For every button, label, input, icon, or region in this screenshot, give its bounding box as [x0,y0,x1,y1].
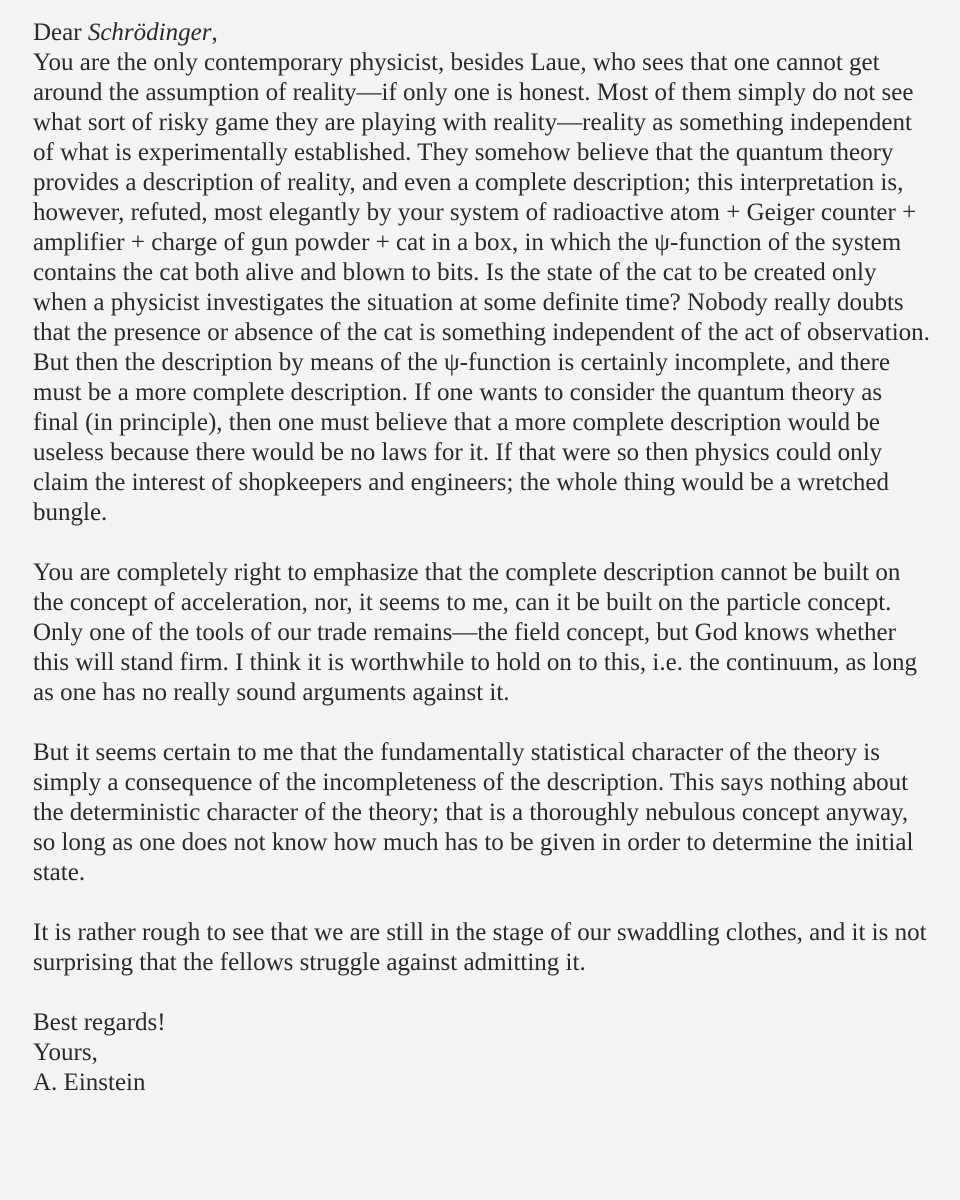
paragraph-3: But it seems certain to me that the fundamentally statistical character of the theory is simply a consequence of the incompleteness of the description. This says nothing about the deterministic character of the theory; that is a thoroughly nebulous concept anyway, so long as one does not know how much has to be given in order to determine the initial state. [33,739,914,886]
paragraph-2: You are completely right to emphasize that the complete description cannot be built on the concept of acceleration, nor, it seems to me, can it be built on the particle concept. Only one of the tools of our trade remains—the field concept, but God knows whether this will stand firm. I think it is worthwhile to hold on to this, i.e. the continuum, as long as one has no really sound arguments against it. [33,559,917,706]
closing [33,1008,933,1098]
valediction-line: Yours, [33,1039,98,1066]
salutation-prefix: Dear [33,19,88,46]
recipient-name: Schrödinger [87,19,212,46]
salutation [33,18,933,48]
salutation-suffix: , [211,19,218,46]
signature: A. Einstein [33,1069,146,1096]
regards-line: Best regards! [33,1009,166,1036]
paragraph-4: It is rather rough to see that we are still in the stage of our swaddling clothes, and it is not surprising that the fellows struggle against admitting it. [33,919,927,976]
paragraph-1: You are the only contemporary physicist, besides Laue, who sees that one cannot get around the assumption of reality—if only one is honest. Most of them simply do not see what sort of risky game they are playing with reality—reality as something independent of what is experimentally established. They somehow believe that the quantum theory provides a description of reality, and even a complete description; this interpretation is, however, refuted, most elegantly by your system of radioactive atom + Geiger counter + amplifier + charge of gun powder + cat in a box, in which the ψ-function of the system contains the cat both alive and blown to bits. Is the state of the cat to be created only when a physicist investigates the situation at some definite time? Nobody really doubts that the presence or absence of the cat is something independent of the act of observation. But then the description by means of the ψ-function is certainly incomplete, and there must be a more complete description. If one wants to consider the quantum theory as final (in principle), then one must believe that a more complete description would be useless because there would be no laws for it. If that were so then physics could only claim the interest of shopkeepers and engineers; the whole thing would be a wretched bungle. [33,49,930,526]
letter-body [33,18,933,1098]
